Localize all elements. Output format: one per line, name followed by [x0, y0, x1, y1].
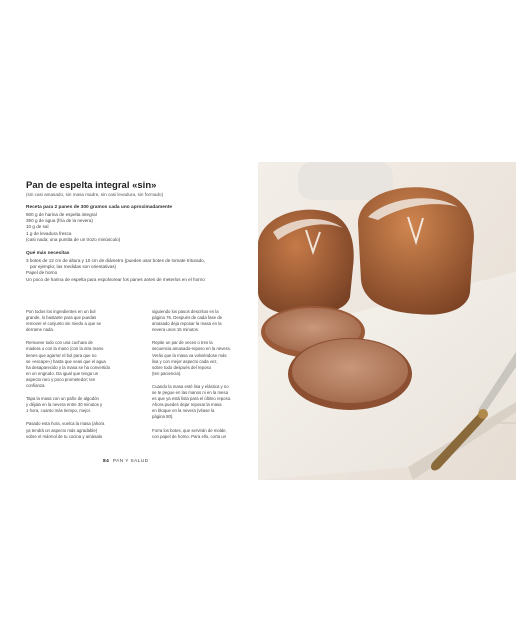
step-line: secuencia amasado-reposo en la nevera. [152, 346, 231, 352]
step-line: con papel de horno. Para ello, corta un [152, 433, 227, 439]
step-line: sobre todo después del reposo [152, 364, 212, 370]
step-paragraph [152, 340, 250, 377]
step-line: Cuando la masa esté lisa y elástica y no [152, 383, 229, 389]
step-line: Ahora puedes dejar reposar la masa [152, 402, 222, 408]
bread-slice-crumb [292, 339, 408, 403]
ingredient-item: (casi nada; una puntita de un trozo minúsculo) [26, 236, 121, 242]
step-line: Remueve todo con una cuchara de [26, 340, 93, 346]
step-line: grande, lo bastante para que puedas [26, 315, 97, 321]
step-line: madera o con la mano (con la otra mano [26, 346, 104, 352]
step-line: confianza. [26, 383, 46, 389]
step-paragraph [152, 309, 250, 333]
step-line: Repite un par de veces o tres la [152, 340, 213, 346]
step-paragraph [152, 428, 250, 440]
equipment-item: Papel de horno [26, 270, 58, 276]
knife-bolster [478, 409, 488, 419]
recipe-title: Pan de espelta integral «sin» [26, 180, 157, 191]
recipe-header [26, 180, 246, 283]
step-line: página 80). [152, 414, 174, 420]
steps-column-left [26, 309, 124, 447]
step-line: sobre el mármol de tu cocina y amásala [26, 433, 102, 439]
step-line: ya tendrá un aspecto más agradable) [26, 427, 98, 433]
step-paragraph [26, 421, 124, 439]
recipe-subtitle: (sin casi amasado, sin masa madre, sin casi levadura, sin formado) [26, 192, 164, 197]
step-line: aspecto raro y poco prometedor; ten [26, 376, 96, 382]
step-line: Forra los botes, que servirán de molde, [152, 427, 227, 433]
step-line: Tapa la masa con un paño de algodón [26, 396, 99, 402]
step-line: (ten paciencia). [152, 370, 182, 376]
page-footer [103, 459, 148, 464]
background-jar [298, 162, 393, 200]
step-line: en bloque en la nevera (véase la [152, 408, 215, 414]
step-paragraph [152, 384, 250, 421]
bread-photo [258, 162, 516, 480]
step-line: amasado deja reposar la masa en la [152, 321, 222, 327]
step-line: es que ya está lista para el último reposo. [152, 396, 232, 402]
equipment-item: por ejemplo; las medidas son orientativas) [30, 264, 117, 270]
step-line: tienes que agarrar el bol para que no [26, 352, 97, 358]
step-paragraph [26, 309, 124, 333]
equipment-item: Un poco de harina de espelta para espolvorear los panes antes de meterlos en el horno [26, 276, 205, 282]
step-line: nevera unos 15 minutos. [152, 327, 200, 333]
step-line: se «escape») hasta que veas que el agua [26, 358, 106, 364]
step-paragraph [26, 396, 124, 414]
page-number: 84 [103, 459, 110, 464]
ingredient-item: 500 g de harina de espelta integral [26, 212, 97, 217]
ingredient-item: 350 g de agua (fría de la nevera) [26, 218, 93, 224]
step-line: en un engrudo. Da igual que tenga un [26, 370, 99, 376]
ingredients-heading: Receta para 2 panes de 300 gramos cada uno aproximadamente [26, 205, 173, 210]
step-line: y déjala en la nevera entre 30 minutos y [26, 402, 103, 408]
step-line: 1 hora, cuanto más tiempo, mejor. [26, 408, 91, 414]
ingredient-item: 10 g de sal [26, 224, 49, 230]
step-line: lisa y con mejor aspecto cada vez, [152, 358, 218, 364]
step-line: derrame nada. [26, 327, 54, 333]
ingredient-item: 1 g de levadura fresca [26, 230, 72, 236]
step-line: siguiendo los pasos descritos en la [152, 309, 219, 314]
steps-column-right [152, 309, 250, 447]
step-line: Verás que la masa va volviéndose más [152, 352, 227, 358]
equipment-item: 3 botes de 12 cm de altura y 10 cm de diámetro (puedes usar botes de tomate triturado, [26, 258, 206, 264]
equipment-heading: Qué más necesitas [26, 251, 70, 257]
step-line: página 76. Después de cada fase de [152, 315, 222, 321]
steps-columns [26, 309, 250, 447]
step-line: se te pegue en las manos ni en la mesa [152, 390, 228, 396]
step-line: Pasado esta hora, vuelca la masa (ahora [26, 421, 105, 427]
step-line: ha desaparecido y la masa se ha convertido [26, 364, 111, 370]
equipment-section [26, 251, 246, 283]
step-line: Pon todos los ingredientes en un bol [26, 309, 96, 314]
section-name: PAN Y SALUD [112, 459, 149, 464]
step-line: remover el conjunto sin miedo a que se [26, 321, 101, 327]
ingredients-section [26, 205, 246, 243]
step-paragraph [26, 340, 124, 389]
